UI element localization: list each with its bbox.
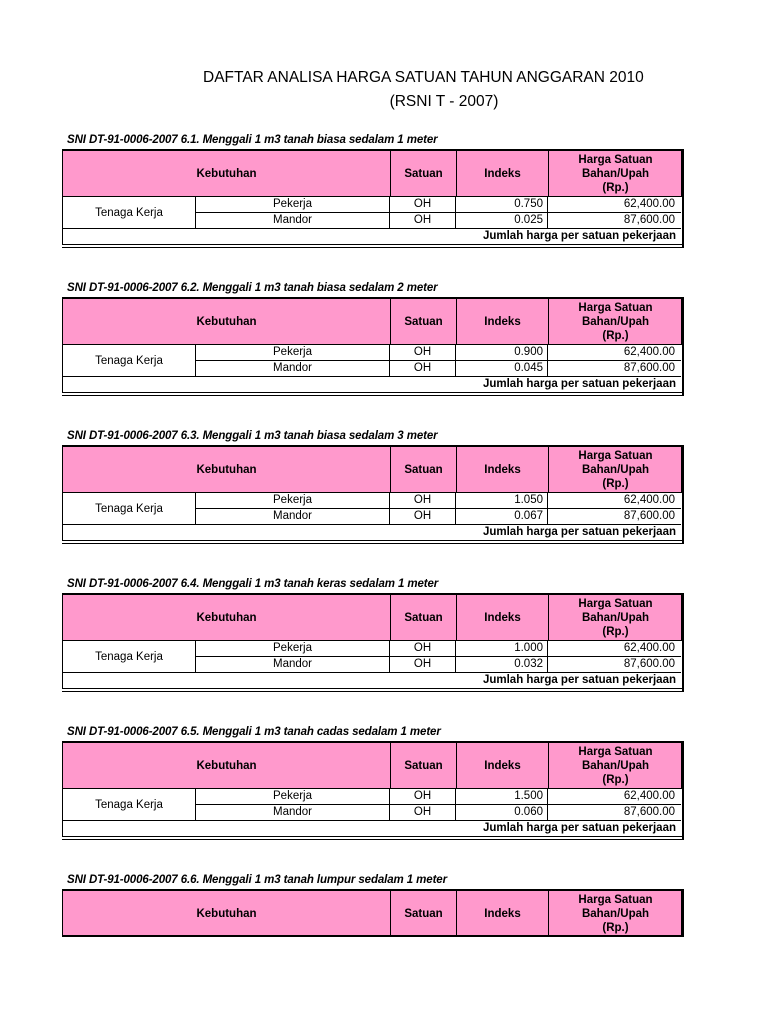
table-cell-item: Mandor (196, 213, 390, 229)
table-cell-indeks: 1.500 (456, 789, 548, 805)
table-cell-indeks: 0.025 (456, 213, 548, 229)
table-header (62, 889, 682, 937)
header-kebutuhan: Kebutuhan (63, 447, 391, 493)
table-cell-satuan: OH (390, 509, 456, 525)
header-harga-line3: (Rp.) (602, 330, 629, 342)
table-header (62, 149, 682, 197)
table-cell-item: Mandor (196, 805, 390, 821)
analysis-table (62, 593, 684, 691)
header-harga-line3: (Rp.) (602, 626, 629, 638)
table-body (62, 789, 682, 839)
header-harga-line2: Bahan/Upah (581, 316, 650, 328)
table-cell-satuan: OH (390, 641, 456, 657)
header-harga-line1: Harga Satuan (578, 302, 653, 314)
section-title: SNI DT-91-0006-2007 6.6. Menggali 1 m3 tanah lumpur sedalam 1 meter (67, 874, 447, 886)
double-underline (62, 247, 684, 248)
header-harga-line3: (Rp.) (602, 182, 629, 194)
section-title: SNI DT-91-0006-2007 6.4. Menggali 1 m3 tanah keras sedalam 1 meter (67, 578, 439, 590)
table-body (62, 197, 682, 247)
table-cell-satuan: OH (390, 789, 456, 805)
table-cell-satuan: OH (390, 657, 456, 673)
header-harga-line2: Bahan/Upah (581, 760, 650, 772)
table-cell-satuan: OH (390, 197, 456, 213)
header-kebutuhan: Kebutuhan (63, 743, 391, 789)
header-harga-line2: Bahan/Upah (581, 464, 650, 476)
section-title: SNI DT-91-0006-2007 6.5. Menggali 1 m3 tanah cadas sedalam 1 meter (67, 726, 441, 738)
total-row: Jumlah harga per satuan pekerjaan (62, 525, 682, 541)
header-harga-line2: Bahan/Upah (581, 168, 650, 180)
header-harga-line2: Bahan/Upah (581, 612, 650, 624)
table-cell-harga: 87,600.00 (548, 361, 681, 377)
table-cell-indeks: 1.000 (456, 641, 548, 657)
table-cell-satuan: OH (390, 805, 456, 821)
page-subtitle: (RSNI T - 2007) (389, 93, 499, 110)
double-underline (62, 395, 684, 396)
table-cell-harga: 87,600.00 (548, 657, 681, 673)
table-cell-indeks: 0.045 (456, 361, 548, 377)
table-cell-harga: 62,400.00 (548, 493, 681, 509)
header-satuan: Satuan (391, 595, 457, 641)
table-cell-indeks: 0.750 (456, 197, 548, 213)
analysis-table (62, 741, 684, 839)
analysis-table (62, 149, 684, 247)
table-body (62, 345, 682, 395)
total-row: Jumlah harga per satuan pekerjaan (62, 821, 682, 837)
table-header (62, 741, 682, 789)
table-cell-satuan: OH (390, 345, 456, 361)
header-kebutuhan: Kebutuhan (63, 299, 391, 345)
table-cell-harga: 87,600.00 (548, 509, 681, 525)
header-indeks: Indeks (457, 151, 549, 197)
header-indeks: Indeks (457, 447, 549, 493)
table-cell-indeks: 0.060 (456, 805, 548, 821)
table-cell-satuan: OH (390, 213, 456, 229)
header-satuan: Satuan (391, 299, 457, 345)
table-body (62, 641, 682, 691)
table-cell-indeks: 0.032 (456, 657, 548, 673)
header-kebutuhan: Kebutuhan (63, 151, 391, 197)
document-title (0, 66, 768, 116)
header-harga-line1: Harga Satuan (578, 894, 653, 906)
table-cell-satuan: OH (390, 361, 456, 377)
double-underline (62, 691, 684, 692)
header-indeks: Indeks (457, 891, 549, 937)
table-cell-item: Mandor (196, 361, 390, 377)
total-row: Jumlah harga per satuan pekerjaan (62, 229, 682, 245)
analysis-table (62, 445, 684, 543)
section-title: SNI DT-91-0006-2007 6.3. Menggali 1 m3 tanah biasa sedalam 3 meter (67, 430, 438, 442)
page-title: DAFTAR ANALISA HARGA SATUAN TAHUN ANGGARAN 2010 (203, 69, 644, 86)
header-harga-line1: Harga Satuan (578, 450, 653, 462)
table-cell-satuan: OH (390, 493, 456, 509)
header-satuan: Satuan (391, 447, 457, 493)
table-cell-indeks: 1.050 (456, 493, 548, 509)
category-cell: Tenaga Kerja (62, 641, 196, 673)
double-underline (62, 543, 684, 544)
table-cell-harga: 62,400.00 (548, 641, 681, 657)
header-harga-line3: (Rp.) (602, 922, 629, 934)
table-header (62, 593, 682, 641)
header-harga (549, 299, 682, 345)
category-cell: Tenaga Kerja (62, 789, 196, 821)
header-satuan: Satuan (391, 743, 457, 789)
table-cell-indeks: 0.900 (456, 345, 548, 361)
table-cell-item: Mandor (196, 657, 390, 673)
section-title: SNI DT-91-0006-2007 6.1. Menggali 1 m3 tanah biasa sedalam 1 meter (67, 134, 438, 146)
table-cell-harga: 62,400.00 (548, 345, 681, 361)
header-indeks: Indeks (457, 299, 549, 345)
double-underline (62, 839, 684, 840)
section-title: SNI DT-91-0006-2007 6.2. Menggali 1 m3 tanah biasa sedalam 2 meter (67, 282, 438, 294)
table-cell-item: Pekerja (196, 345, 390, 361)
table-cell-item: Pekerja (196, 197, 390, 213)
header-harga-line1: Harga Satuan (578, 746, 653, 758)
table-cell-item: Pekerja (196, 789, 390, 805)
table-cell-item: Pekerja (196, 641, 390, 657)
total-row: Jumlah harga per satuan pekerjaan (62, 377, 682, 393)
table-cell-item: Mandor (196, 509, 390, 525)
table-header (62, 445, 682, 493)
header-harga-line3: (Rp.) (602, 478, 629, 490)
header-satuan: Satuan (391, 891, 457, 937)
header-satuan: Satuan (391, 151, 457, 197)
analysis-table (62, 889, 684, 937)
header-harga-line2: Bahan/Upah (581, 908, 650, 920)
header-indeks: Indeks (457, 595, 549, 641)
table-body (62, 493, 682, 543)
category-cell: Tenaga Kerja (62, 345, 196, 377)
header-harga-line1: Harga Satuan (578, 598, 653, 610)
header-indeks: Indeks (457, 743, 549, 789)
header-harga (549, 151, 682, 197)
category-cell: Tenaga Kerja (62, 197, 196, 229)
table-cell-harga: 87,600.00 (548, 213, 681, 229)
header-harga (549, 891, 682, 937)
header-harga (549, 743, 682, 789)
header-kebutuhan: Kebutuhan (63, 595, 391, 641)
header-harga (549, 595, 682, 641)
analysis-table (62, 297, 684, 395)
table-cell-harga: 62,400.00 (548, 789, 681, 805)
category-cell: Tenaga Kerja (62, 493, 196, 525)
table-cell-indeks: 0.067 (456, 509, 548, 525)
table-header (62, 297, 682, 345)
header-kebutuhan: Kebutuhan (63, 891, 391, 937)
table-cell-harga: 62,400.00 (548, 197, 681, 213)
total-row: Jumlah harga per satuan pekerjaan (62, 673, 682, 689)
header-harga-line1: Harga Satuan (578, 154, 653, 166)
table-cell-item: Pekerja (196, 493, 390, 509)
table-cell-harga: 87,600.00 (548, 805, 681, 821)
header-harga (549, 447, 682, 493)
header-harga-line3: (Rp.) (602, 774, 629, 786)
